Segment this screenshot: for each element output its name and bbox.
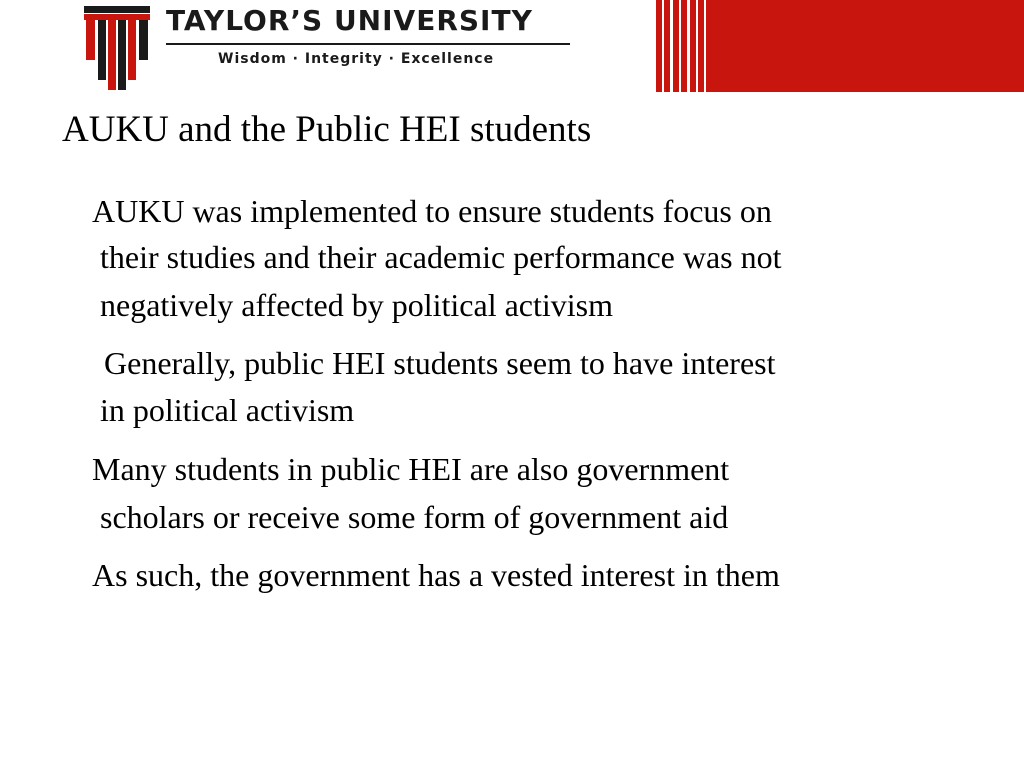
bullet-4-line-1: As such, the government has a vested interest in them	[92, 557, 780, 593]
logo-tagline: Wisdom · Integrity · Excellence	[218, 51, 495, 67]
logo-name: TAYLOR’S UNIVERSITY	[166, 4, 533, 37]
bullet-1-line-2: their studies and their academic performance was not	[100, 239, 782, 275]
slide-title: AUKU and the Public HEI students	[62, 109, 592, 150]
bullet-1-line-3: negatively affected by political activism	[100, 287, 613, 323]
bullet-2-line-1: Generally, public HEI students seem to have interest	[104, 345, 776, 381]
bullet-3-line-1: Many students in public HEI are also government	[92, 451, 730, 487]
bullet-3-line-2: scholars or receive some form of government aid	[100, 499, 729, 535]
bullet-1-line-1: AUKU was implemented to ensure students focus on	[92, 193, 772, 229]
bullet-2-line-2: in political activism	[100, 392, 355, 428]
